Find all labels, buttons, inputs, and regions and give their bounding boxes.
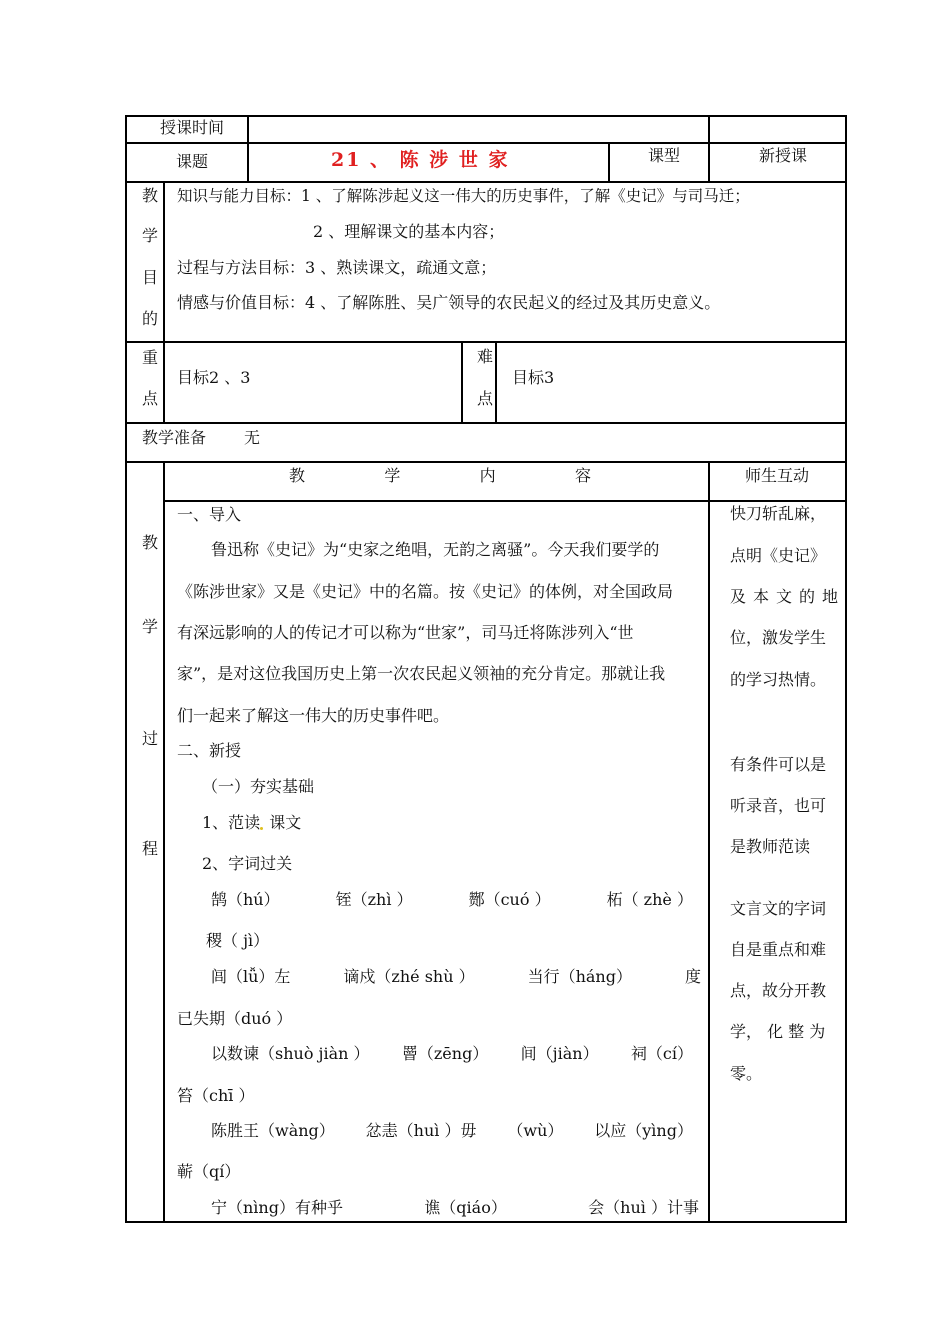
vocab-item: 陈胜王（wàng） — [211, 1121, 335, 1140]
vocab-item: 笞（chī ） — [177, 1086, 255, 1105]
vocab-item: 已失期（duó ） — [177, 1009, 293, 1028]
prep-value: 无 — [244, 428, 261, 447]
intro-line: 们一起来了解这一伟大的历史事件吧。 — [177, 706, 450, 725]
vocab-item: 蕲（qí） — [177, 1162, 241, 1181]
vocab-row — [211, 967, 701, 987]
intro-line: 《陈涉世家》又是《史记》中的名篇。按《史记》的体例，对全国政局 — [177, 582, 674, 601]
process-label-char: 过 — [142, 729, 159, 748]
content-header — [289, 466, 591, 486]
interaction-header: 师生互动 — [745, 466, 810, 485]
table-border-top — [125, 115, 847, 117]
objectives-label-char: 目 — [142, 268, 159, 287]
table-border-bottom — [125, 1221, 847, 1223]
vocab-item: 谯（qiáo） — [424, 1198, 507, 1217]
vocab-item: 闾（lǚ）左 — [211, 967, 291, 986]
col-divider — [495, 341, 497, 424]
note-line: 文言文的字词 — [730, 899, 827, 918]
col-divider — [461, 341, 463, 424]
note-char: 文 — [775, 587, 792, 606]
note-line: 自是重点和难 — [730, 940, 827, 959]
objectives-label-char: 学 — [142, 226, 159, 245]
note-line: 位，激发学生 — [730, 628, 827, 647]
vocab-item: 忿恚（huì ）毋 — [365, 1121, 477, 1140]
vocab-item: 当行（háng） — [527, 967, 632, 986]
process-label-char: 学 — [142, 617, 159, 636]
objectives-label-char: 的 — [142, 309, 159, 328]
content-header-char: 学 — [384, 466, 401, 485]
row-divider — [125, 461, 847, 463]
vocab-row — [211, 1044, 693, 1064]
vocab-row — [211, 1121, 693, 1141]
difficulty-label-char: 点 — [477, 389, 494, 408]
vocab-item: 柘（ zhè ） — [606, 890, 693, 909]
vocab-item: 度 — [684, 967, 701, 986]
vocab-row — [211, 1198, 699, 1218]
note-char: 及 — [730, 587, 747, 606]
col-divider — [163, 181, 165, 424]
objective-line: 情感与价值目标：4 、了解陈胜、吴广领导的农民起义的经过及其历史意义。 — [177, 293, 721, 312]
keypoint-label-char: 点 — [142, 389, 159, 408]
topic-label: 课题 — [176, 152, 209, 171]
note-line: 听录音，也可 — [730, 796, 827, 815]
vocab-item: 罾（zēng） — [401, 1044, 489, 1063]
keypoint-label-char: 重 — [142, 348, 159, 367]
keypoint-value: 目标2 、3 — [177, 368, 251, 387]
note-line: 零。 — [730, 1064, 763, 1083]
vocab-item: 间（jiàn） — [520, 1044, 599, 1063]
step-item-part: 1、范读 — [202, 813, 261, 832]
col-divider — [708, 461, 710, 1223]
row-divider — [125, 181, 847, 183]
new-heading: 二、新授 — [177, 741, 242, 760]
step-item-part: 课文 — [264, 813, 302, 832]
note-char: 地 — [821, 587, 838, 606]
step-item: 2、字词过关 — [202, 854, 293, 873]
note-line: 点，故分开教 — [730, 981, 827, 1000]
type-value: 新授课 — [759, 146, 808, 165]
row-divider — [163, 500, 847, 502]
vocab-item: 酂（cuó ） — [468, 890, 551, 909]
note-line: 的学习热情。 — [730, 670, 827, 689]
intro-heading: 一、导入 — [177, 505, 242, 524]
content-header-char: 教 — [289, 466, 306, 485]
vocab-item: 以数谏（shuò jiàn ） — [211, 1044, 370, 1063]
vocab-item: 宁（nìng）有种乎 — [211, 1198, 343, 1217]
table-border-left — [125, 115, 127, 1223]
content-header-char: 内 — [479, 466, 496, 485]
process-label-char: 教 — [142, 533, 159, 552]
col-divider — [163, 461, 165, 1223]
subsection-heading: （一）夯实基础 — [202, 777, 315, 796]
note-line-justified — [730, 587, 838, 607]
step-item — [202, 813, 301, 833]
vocab-item: 稷（ jì） — [206, 931, 270, 950]
vocab-item: 谪戍（zhé shù ） — [343, 967, 475, 986]
vocab-item: 铚（zhì ） — [335, 890, 413, 909]
mark-dot — [260, 827, 263, 830]
vocab-item: 鹄（hú） — [211, 890, 280, 909]
intro-line: 家”，是对这位我国历史上第一次农民起义领袖的充分肯定。那就让我 — [177, 664, 666, 683]
note-line: 学， 化 整 为 — [730, 1022, 826, 1041]
intro-line: 鲁迅称《史记》为“史家之绝唱，无韵之离骚”。今天我们要学的 — [211, 540, 660, 559]
vocab-row — [211, 890, 693, 910]
note-line: 是教师范读 — [730, 837, 811, 856]
table-border-right — [845, 115, 847, 1223]
note-line: 快刀斩乱麻， — [730, 504, 827, 523]
type-label: 课型 — [648, 146, 681, 165]
page-title: 21 、 陈 涉 世 家 — [331, 149, 510, 171]
row-divider — [125, 422, 847, 424]
process-label-char: 程 — [142, 839, 159, 858]
col-divider — [608, 142, 610, 183]
col-divider — [708, 115, 710, 183]
intro-line: 有深远影响的人的传记才可以称为“世家”，司马迁将陈涉列入“世 — [177, 623, 634, 642]
prep-label: 教学准备 — [142, 428, 207, 447]
row-divider — [125, 142, 847, 144]
objective-line: 2 、理解课文的基本内容； — [313, 222, 505, 241]
note-line: 点明《史记》 — [730, 546, 827, 565]
time-label: 授课时间 — [160, 118, 225, 137]
objective-line: 知识与能力目标：1 、了解陈涉起义这一伟大的历史事件，了解《史记》与司马迁； — [177, 187, 750, 205]
difficulty-value: 目标3 — [512, 368, 555, 387]
note-char: 的 — [798, 587, 815, 606]
vocab-item: 以应（yìng） — [594, 1121, 693, 1140]
difficulty-label-char: 难 — [477, 347, 494, 366]
content-header-char: 容 — [574, 466, 591, 485]
objectives-label-char: 教 — [142, 186, 159, 205]
col-divider — [247, 115, 249, 183]
vocab-item: （wù） — [507, 1121, 564, 1140]
note-char: 本 — [752, 587, 769, 606]
note-line: 有条件可以是 — [730, 755, 827, 774]
objective-line: 过程与方法目标：3 、熟读课文，疏通文意； — [177, 258, 497, 277]
vocab-item: 会（huì ）计事 — [588, 1198, 699, 1217]
vocab-item: 祠（cí） — [630, 1044, 693, 1063]
row-divider — [125, 341, 847, 343]
